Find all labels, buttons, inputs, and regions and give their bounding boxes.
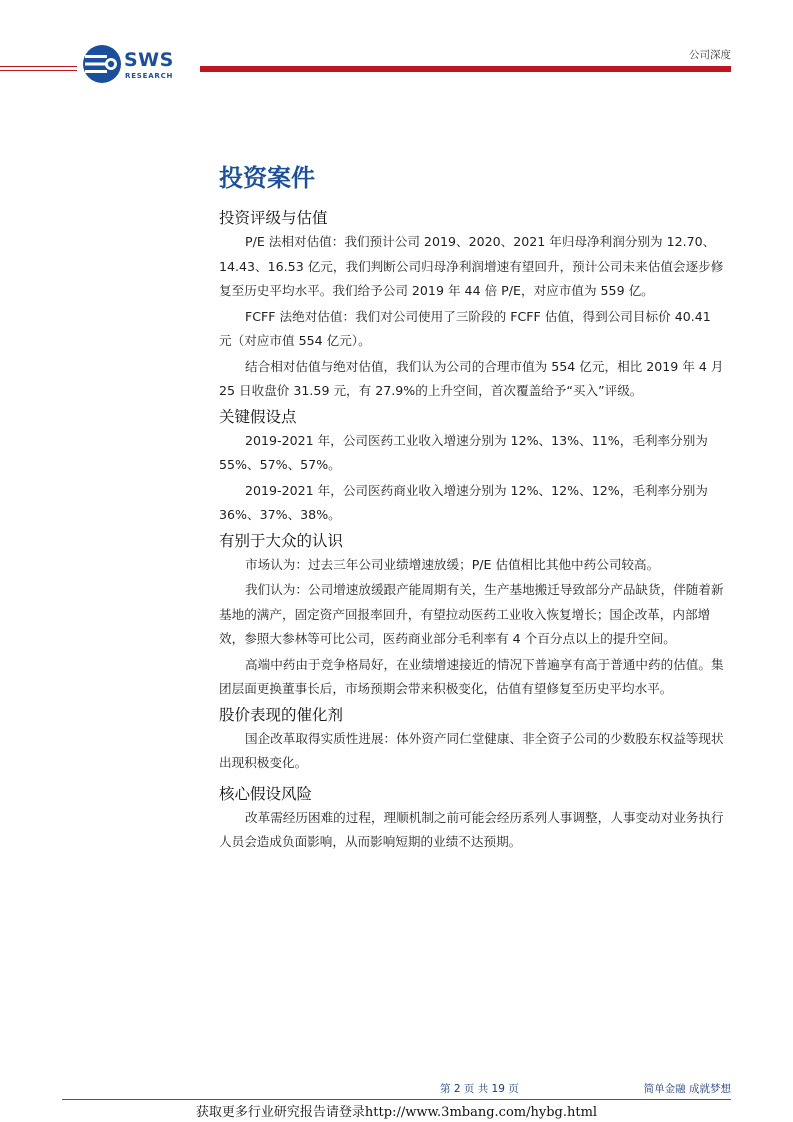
section-heading: 股价表现的催化剂 xyxy=(219,705,344,724)
paragraph: 改革需经历困难的过程，理顺机制之前可能会经历系列人事调整，人事变动对业务执行人员会造成负面影响，从而影响短期的业绩不达预期。 xyxy=(219,809,724,849)
header-rule-right xyxy=(200,66,731,72)
section-valuation xyxy=(219,206,724,404)
paragraph: 高端中药由于竞争格局好，在业绩增速接近的情况下普遍享有高于普通中药的估值。集团层面更换董事长后，市场预期会带来积极变化，估值有望修复至历史平均水平。 xyxy=(219,656,724,696)
header-rule-left-bottom xyxy=(0,70,77,71)
footer-link-text[interactable]: 获取更多行业研究报告请登录http://www.3mbang.com/hybg.html xyxy=(195,1105,598,1120)
section-key-assumptions xyxy=(219,405,724,528)
section-risks xyxy=(219,782,724,855)
paragraph: 2019-2021 年，公司医药工业收入增速分别为 12%、13%、11%，毛利率分别为 55%、57%、57%。 xyxy=(219,432,708,472)
sws-logo xyxy=(82,44,182,84)
section-heading: 核心假设风险 xyxy=(219,784,313,803)
paragraph: FCFF 法绝对估值：我们对公司使用了三阶段的 FCFF 估值，得到公司目标价 40.41 元（对应市值 554 亿元）。 xyxy=(219,308,711,348)
sws-logo-icon xyxy=(82,44,122,84)
logo-wordmark: SWS xyxy=(124,49,174,71)
main-content xyxy=(219,160,724,856)
section-catalysts xyxy=(219,703,724,776)
paragraph: 市场认为：过去三年公司业绩增速放缓；P/E 估值相比其他中药公司较高。 xyxy=(245,556,660,572)
footer-rule xyxy=(62,1099,731,1100)
logo-subtitle: RESEARCH xyxy=(125,72,174,80)
paragraph: P/E 法相对估值：我们预计公司 2019、2020、2021 年归母净利润分别为 12.70、14.43、16.53 亿元，我们判断公司归母净利润增速有望回升，预计公司未来估值会逐步修复至历史平均水平。我们给予公司 2019 年 44 倍 P/E，对应市值为 559 亿。 xyxy=(219,234,724,298)
section-differentiated-view xyxy=(219,529,724,702)
section-heading: 投资评级与估值 xyxy=(219,209,328,227)
header-rule-left-top xyxy=(0,66,77,67)
paragraph: 2019-2021 年，公司医药商业收入增速分别为 12%、12%、12%，毛利率分别为 36%、37%、38%。 xyxy=(219,482,708,522)
section-heading: 关键假设点 xyxy=(219,407,297,426)
report-type-tag: 公司深度 xyxy=(689,49,731,61)
paragraph: 我们认为：公司增速放缓跟产能周期有关，生产基地搬迁导致部分产品缺货，伴随着新基地的满产，固定资产回报率回升，有望拉动医药工业收入恢复增长；国企改革，内部增效，参照大参林等可比公司，医药商业部分毛利率有 4 个百分点以上的提升空间。 xyxy=(219,582,724,646)
page-title: 投资案件 xyxy=(219,164,315,192)
paragraph: 结合相对估值与绝对估值，我们认为公司的合理市值为 554 亿元，相比 2019 年 4 月 25 日收盘价 31.59 元，有 27.9%的上升空间，首次覆盖给予“买入”评级。 xyxy=(219,358,724,398)
page-number: 第 2 页 共 19 页 xyxy=(440,1083,519,1095)
footer-slogan: 简单金融 成就梦想 xyxy=(643,1083,731,1095)
paragraph: 国企改革取得实质性进展：体外资产同仁堂健康、非全资子公司的少数股东权益等现状出现积极变化。 xyxy=(219,730,724,770)
section-heading: 有别于大众的认识 xyxy=(219,531,344,550)
